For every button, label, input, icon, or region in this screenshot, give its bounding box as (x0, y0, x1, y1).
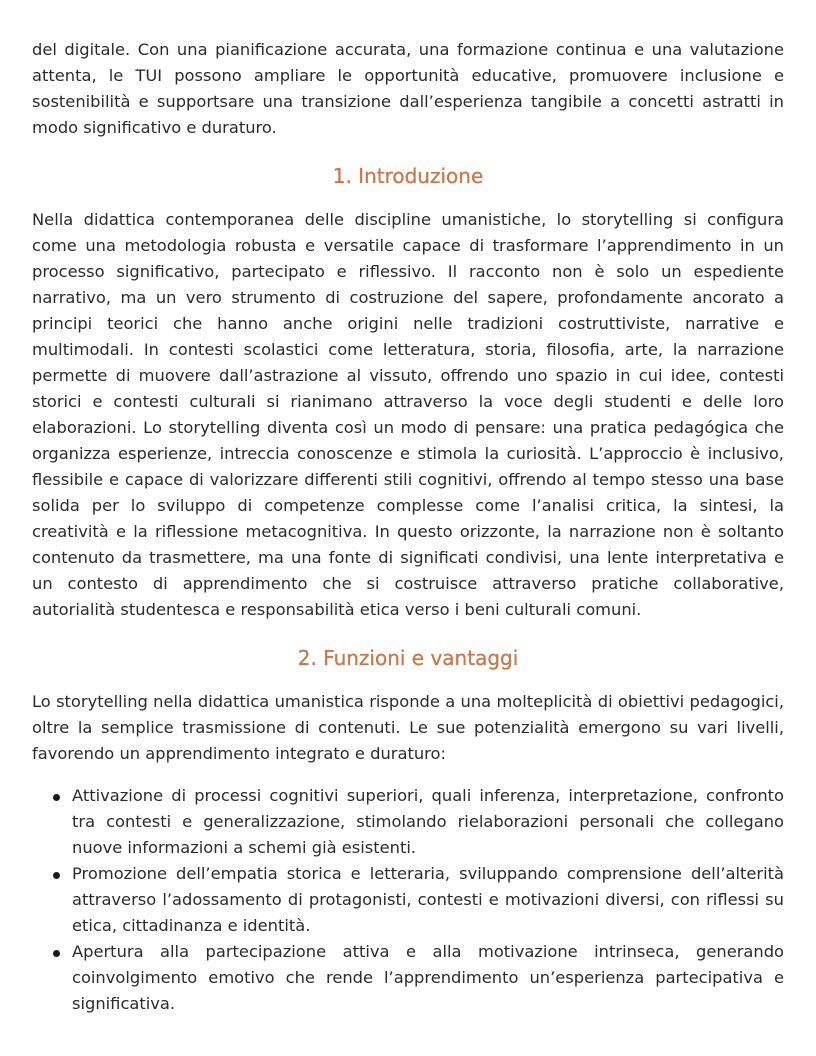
section-heading-introduzione: 1. Introduzione (332, 164, 484, 188)
list-item-text: Apertura alla partecipazione attiva e alla motivazione intrinseca, generando coinvolgimento emotivo che rende l’apprendimento un’esperienza partecipativa e significativa. (72, 942, 784, 1013)
list-item-text: Promozione dell’empatia storica e letteraria, sviluppando comprensione dell’alterità attraverso l’adossamento di protagonisti, contesti e motivazioni diversi, con riflessi su etica, cittadinanza e identità. (72, 864, 784, 935)
bullet-icon (53, 872, 60, 879)
list-item (72, 939, 784, 1017)
introduzione-paragraph: Nella didattica contemporanea delle discipline umanistiche, lo storytelling si configura come una metodologia robusta e versatile capace di trasformare l’apprendimento in un processo significativo, partecipato e riflessivo. Il racconto non è solo un espediente narrativo, ma un vero strumento di costruzione del sapere, profondamente ancorato a principi teorici che hanno anche origini nelle tradizioni costruttiviste, narrative e multimodali. In contesti scolastici come letteratura, storia, filosofia, arte, la narrazione permette di muovere dall’astrazione al vissuto, offrendo uno spazio in cui idee, contesti storici e contesti culturali si rianimano attraverso la voce degli studenti e delle loro elaborazioni. Lo storytelling diventa così un modo di pensare: una pratica pedagógica che organizza esperienze, intreccia conoscenze e stimola la curiosità. L’approccio è inclusivo, flessibile e capace di valorizzare differenti stili cognitivi, offrendo al tempo stesso una base solida per lo sviluppo di competenze complesse come l’analisi critica, la sintesi, la creatività e la riflessione metacognitiva. In questo orizzonte, la narrazione non è soltanto contenuto da trasmettere, ma una fonte di significati condivisi, una lente interpretativa e un contesto di apprendimento che si costruisce attraverso pratiche collaborative, autorialità studentesca e responsabilità etica verso i beni culturali comuni. (32, 210, 784, 619)
list-item-text: Attivazione di processi cognitivi superiori, quali inferenza, interpretazione, confronto tra contesti e generalizzazione, stimolando rielaborazioni personali che collegano nuove informazioni a schemi già esistenti. (72, 786, 784, 857)
list-item (72, 861, 784, 939)
bullet-icon (53, 794, 60, 801)
document-page (32, 37, 784, 1017)
intro-paragraph: del digitale. Con una pianificazione accurata, una formazione continua e una valutazione attenta, le TUI possono ampliare le opportunità educative, promuovere inclusione e sostenibilità e supportsare una transizione dall’esperienza tangibile a concetti astratti in modo significativo e duraturo. (32, 40, 784, 137)
list-item (72, 783, 784, 861)
funzioni-bullet-list (32, 783, 784, 1017)
funzioni-paragraph: Lo storytelling nella didattica umanistica risponde a una molteplicità di obiettivi pedagogici, oltre la semplice trasmissione di contenuti. Le sue potenzialità emergono su vari livelli, favorendo un apprendimento integrato e duraturo: (32, 692, 784, 763)
bullet-icon (53, 950, 60, 957)
section-heading-funzioni-vantaggi: 2. Funzioni e vantaggi (297, 646, 519, 670)
